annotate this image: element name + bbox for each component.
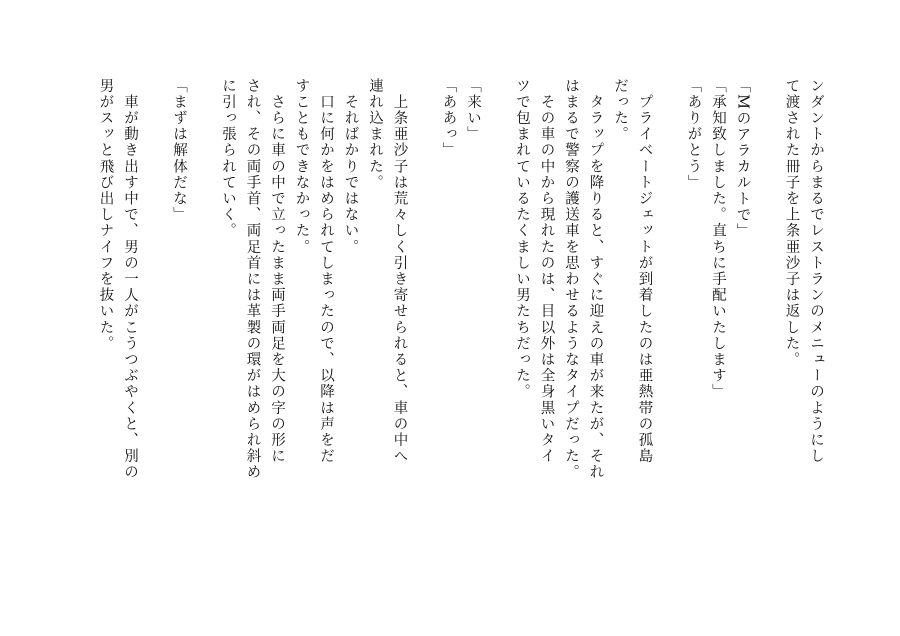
text-line: その車の中から現れたのは、目以外は全身黒いタイ — [538, 78, 555, 465]
text-line: 「まずは解体だな」 — [171, 78, 187, 223]
blank-line — [191, 78, 216, 568]
text-line: ンダントからまるでレストランのメニューのようにし — [808, 78, 824, 465]
vertical-text-block — [68, 78, 828, 568]
blank-line — [485, 78, 510, 568]
text-line: 連れ込まれた。 — [367, 78, 383, 191]
text-line: ツで包まれているたくましい男たちだった。 — [514, 78, 530, 400]
text-line: すこともできなかった。 — [293, 78, 310, 256]
text-line: そればかりではない。 — [342, 78, 359, 256]
text-line: タラップを降りると、すぐに迎えの車が来たが、それ — [587, 78, 604, 481]
blank-line — [142, 78, 167, 568]
text-line: 上条亜沙子は荒々しく引き寄せられると、車の中へ — [391, 78, 408, 465]
text-line: て渡された冊子を上条亜沙子は返した。 — [783, 78, 800, 368]
text-line: 「来い」 — [465, 78, 481, 143]
text-line: 「承知致しました。直ちに手配いたします」 — [710, 78, 726, 400]
text-line: 「Mのアラカルトで」 — [734, 78, 751, 240]
text-line: され、その両手首、両足首には革製の環がはめられ斜め — [244, 78, 261, 481]
text-line: はまるで警察の護送車を思わせるようなタイプだった。 — [563, 78, 579, 481]
text-line: だった。 — [612, 78, 628, 143]
blank-line — [755, 78, 780, 568]
text-line: 「ありがとう」 — [685, 78, 702, 191]
text-line: 口に何かをはめられてしまったので、以降は声をだ — [318, 78, 334, 465]
text-line: 車が動き出す中で、男の一人がこうつぶやくと、別の — [122, 78, 138, 481]
text-line: さらに車の中で立ったまま両手両足を大の字の形に — [269, 78, 285, 465]
text-line: に引っ張られていく。 — [220, 78, 236, 239]
text-line: プライベートジェットが到着したのは亜熱帯の孤島 — [636, 78, 653, 465]
text-line: 男がスッと飛び出しナイフを抜いた。 — [97, 78, 114, 352]
blank-line — [657, 78, 682, 568]
blank-line — [412, 78, 437, 568]
text-line: 「ああっ」 — [440, 78, 457, 159]
